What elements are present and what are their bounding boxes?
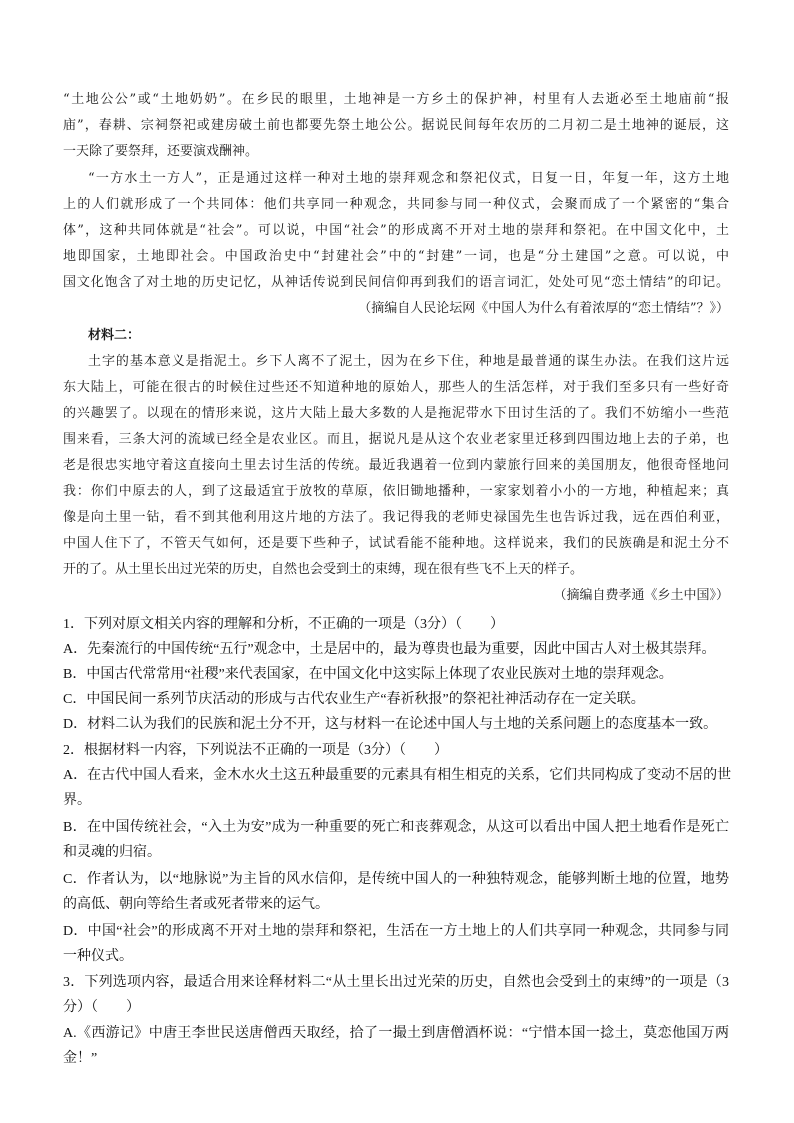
question1-stem: 1．下列对原文相关内容的理解和分析，不正确的一项是（3分）（ ）: [63, 617, 504, 632]
question2-option-a: A．在古代中国人看来，金木水火土这五种最重要的元素具有相生相克的关系，它们共同构成了变动不居的世: [63, 768, 732, 783]
question1-option-d: D．材料二认为我们的民族和泥土分不开，这与材料一在论述中国人与土地的关系问题上的态度基本一致。: [63, 717, 718, 732]
question1-option-b: B．中国古代常常用“社稷”来代表国家，在中国文化中这实际上体现了农业民族对土地的崇拜观念。: [63, 667, 673, 682]
material2-heading: 材料二：: [88, 328, 141, 343]
question2-option-d-cont: 一种仪式。: [63, 949, 133, 964]
material1-paragraph2-line: 体”，这种共同体就是“社会”。可以说，中国“社会”的形成离不开对土地的崇拜和祭祀。在中国文化中，土: [63, 223, 729, 238]
material1-paragraph2-line: 上的人们就形成了一个共同体：他们共享同一种观念，共同参与同一种仪式，会聚而成了一个紧密的“集合: [63, 197, 729, 212]
question2-option-c: C．作者认为，以“地脉说”为主旨的风水信仰，是传统中国人的一种独特观念，能够判断土地的位置，地势: [63, 872, 729, 887]
question2-option-c-cont: 的高低、朝向等给生者或死者带来的运气。: [63, 897, 329, 912]
question3-stem: 3．下列选项内容，最适合用来诠释材料二“从土里长出过光荣的历史，自然也会受到土的束缚”的一项是（3: [63, 975, 729, 990]
material2-paragraph-line: 东大陆上，可能在很古的时候住过些还不知道种地的原始人，那些人的生活怎样，对于我们至多只有一些好奇: [63, 380, 729, 395]
question3-option-a: A.《西游记》中唐王李世民送唐僧西天取经，拾了一撮土到唐僧酒杯说：“宁惜本国一捻土，莫恋他国万两: [63, 1026, 729, 1041]
material1-paragraph1-line: “土地公公”或“土地奶奶”。在乡民的眼里，土地神是一方乡土的保护神，村里有人去逝必至土地庙前“报: [63, 92, 729, 107]
material2-source: （摘编自费孝通《乡土中国》）: [553, 588, 729, 603]
material2-paragraph-line: 围来看，三条大河的流域已经全是农业区。而且，据说凡是从这个农业老家里迁移到四围边地上去的子弟，也: [63, 432, 729, 447]
question2-stem: 2．根据材料一内容，下列说法不正确的一项是（3分）（ ）: [63, 743, 448, 758]
question2-option-d: D．中国“社会”的形成离不开对土地的崇拜和祭祀，生活在一方土地上的人们共享同一种观念，共同参与同: [63, 924, 729, 939]
material2-paragraph-line: 开的了。从土里长出过光荣的历史，自然也会受到土的束缚，现在很有些飞不上天的样子。: [63, 562, 584, 577]
question2-option-a-cont: 界。: [63, 793, 91, 808]
material2-paragraph-line: 像是向土里一钻，看不到其他利用这片地的方法了。我记得我的老师史禄国先生也告诉过我，远在西伯利亚，: [63, 510, 729, 525]
material1-paragraph1-line: 一天除了要祭拜，还要演戏酬神。: [63, 144, 259, 159]
material1-source: （摘编自人民论坛网《中国人为什么有着浓厚的“恋土情结”？》）: [358, 301, 729, 316]
material2-paragraph-line: 中国人住下了，不管天气如何，还是要下些种子，试试看能不能种地。这样说来，我们的民族确是和泥土分不: [63, 536, 729, 551]
material2-paragraph-line: 我：你们中原去的人，到了这最适宜于放牧的草原，依旧锄地播种，一家家划着小小的一方地，种植起来；真: [63, 484, 729, 499]
question1-option-c: C．中国民间一系列节庆活动的形成与古代农业生产“春祈秋报”的祭祀社神活动存在一定关联。: [63, 692, 645, 707]
question2-option-b-cont: 和灵魂的归宿。: [63, 845, 161, 860]
material2-paragraph-line: 老是很忠实地守着这直接向土里去讨生活的传统。最近我遇着一位到内蒙旅行回来的美国朋友，他很奇怪地问: [63, 458, 729, 473]
material1-paragraph1-line: 庙”，春耕、宗祠祭祀或建房破土前也都要先祭土地公公。据说民间每年农历的二月初二是土地神的诞辰，这: [63, 118, 729, 133]
question3-stem-cont: 分）（ ）: [63, 1000, 140, 1015]
material1-paragraph2-line: 地即国家，土地即社会。中国政治史中“封建社会”中的“封建”一词，也是“分土建国”之意。可以说，中: [63, 249, 729, 264]
material1-paragraph2-line: “一方水土一方人”，正是通过这样一种对土地的崇拜观念和祭祀仪式，日复一日，年复一年，这方土地: [88, 171, 729, 186]
material1-paragraph2-line: 国文化饱含了对土地的历史记忆，从神话传说到民间信仰再到我们的语言词汇，处处可见“恋土情结”的印记。: [63, 275, 729, 290]
material2-paragraph-line: 的兴趣罢了。以现在的情形来说，这片大陆上最大多数的人是拖泥带水下田讨生活的了。我们不妨缩小一些范: [63, 406, 729, 421]
material2-paragraph-line: 土字的基本意义是指泥土。乡下人离不了泥土，因为在乡下住，种地是最普通的谋生办法。在我们这片远: [88, 354, 729, 369]
question2-option-b: B．在中国传统社会，“入土为安”成为一种重要的死亡和丧葬观念，从这可以看出中国人把土地看作是死亡: [63, 820, 729, 835]
question3-option-a-cont: 金！”: [63, 1051, 98, 1066]
question1-option-a: A．先秦流行的中国传统“五行”观念中，土是居中的，最为尊贵也最为重要，因此中国古人对土极其崇拜。: [63, 642, 716, 657]
